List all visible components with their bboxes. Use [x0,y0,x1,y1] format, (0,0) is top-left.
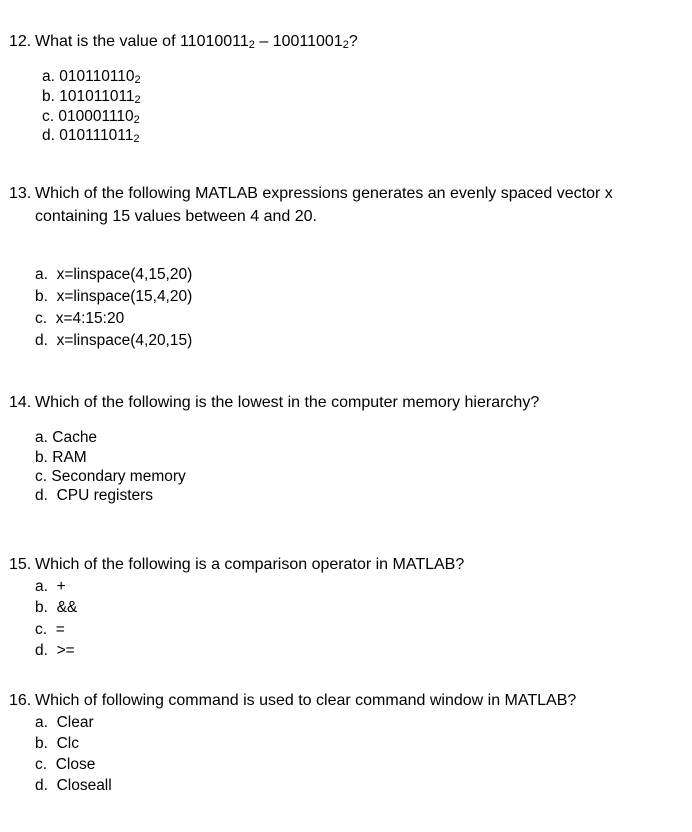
option-c: c. $010001110_2$ [42,108,140,126]
option-a: a. + [35,578,66,595]
option-b: b. Clc [35,735,79,752]
option-a: a. x=linspace(4,15,20) [35,266,193,283]
option-d: d. >= [35,642,75,659]
option-a: a. Cache [35,429,98,446]
option-b: b. && [35,599,78,616]
option-a: a. $010110110_2$ [42,68,141,86]
option-b: b. $101011011_2$ [42,88,141,106]
question-number: 15. [9,556,32,573]
question-text-line-1: Which of the following MATLAB expressions generates an evenly spaced vector x [35,185,613,202]
question-text-line-2: containing 15 values between 4 and 20. [35,208,317,225]
question-text: Which of following command is used to clear command window in MATLAB? [35,692,577,709]
option-d: d. Closeall [35,777,112,794]
option-c: c. Secondary memory [35,468,186,485]
option-c: c. = [35,621,65,638]
option-c: c. Close [35,756,96,773]
question-number: 16. [9,692,32,709]
question-number: 12. [9,33,32,50]
option-a: a. Clear [35,714,94,731]
question-text: Which of the following is a comparison operator in MATLAB? [35,556,465,573]
question-text: Which of the following is the lowest in the computer memory hierarchy? [35,394,540,411]
option-b: b. RAM [35,449,87,466]
option-d: d. x=linspace(4,20,15) [35,332,193,349]
option-b: b. x=linspace(15,4,20) [35,288,193,305]
question-number: 13. [9,185,32,202]
question-text: What is the value of $11010011_2 - 10011001_2$? [35,33,358,51]
option-d: d. $010111011_2$ [42,127,140,145]
option-c: c. x=4:15:20 [35,310,125,327]
option-d: d. CPU registers [35,487,154,504]
question-number: 14. [9,394,32,411]
